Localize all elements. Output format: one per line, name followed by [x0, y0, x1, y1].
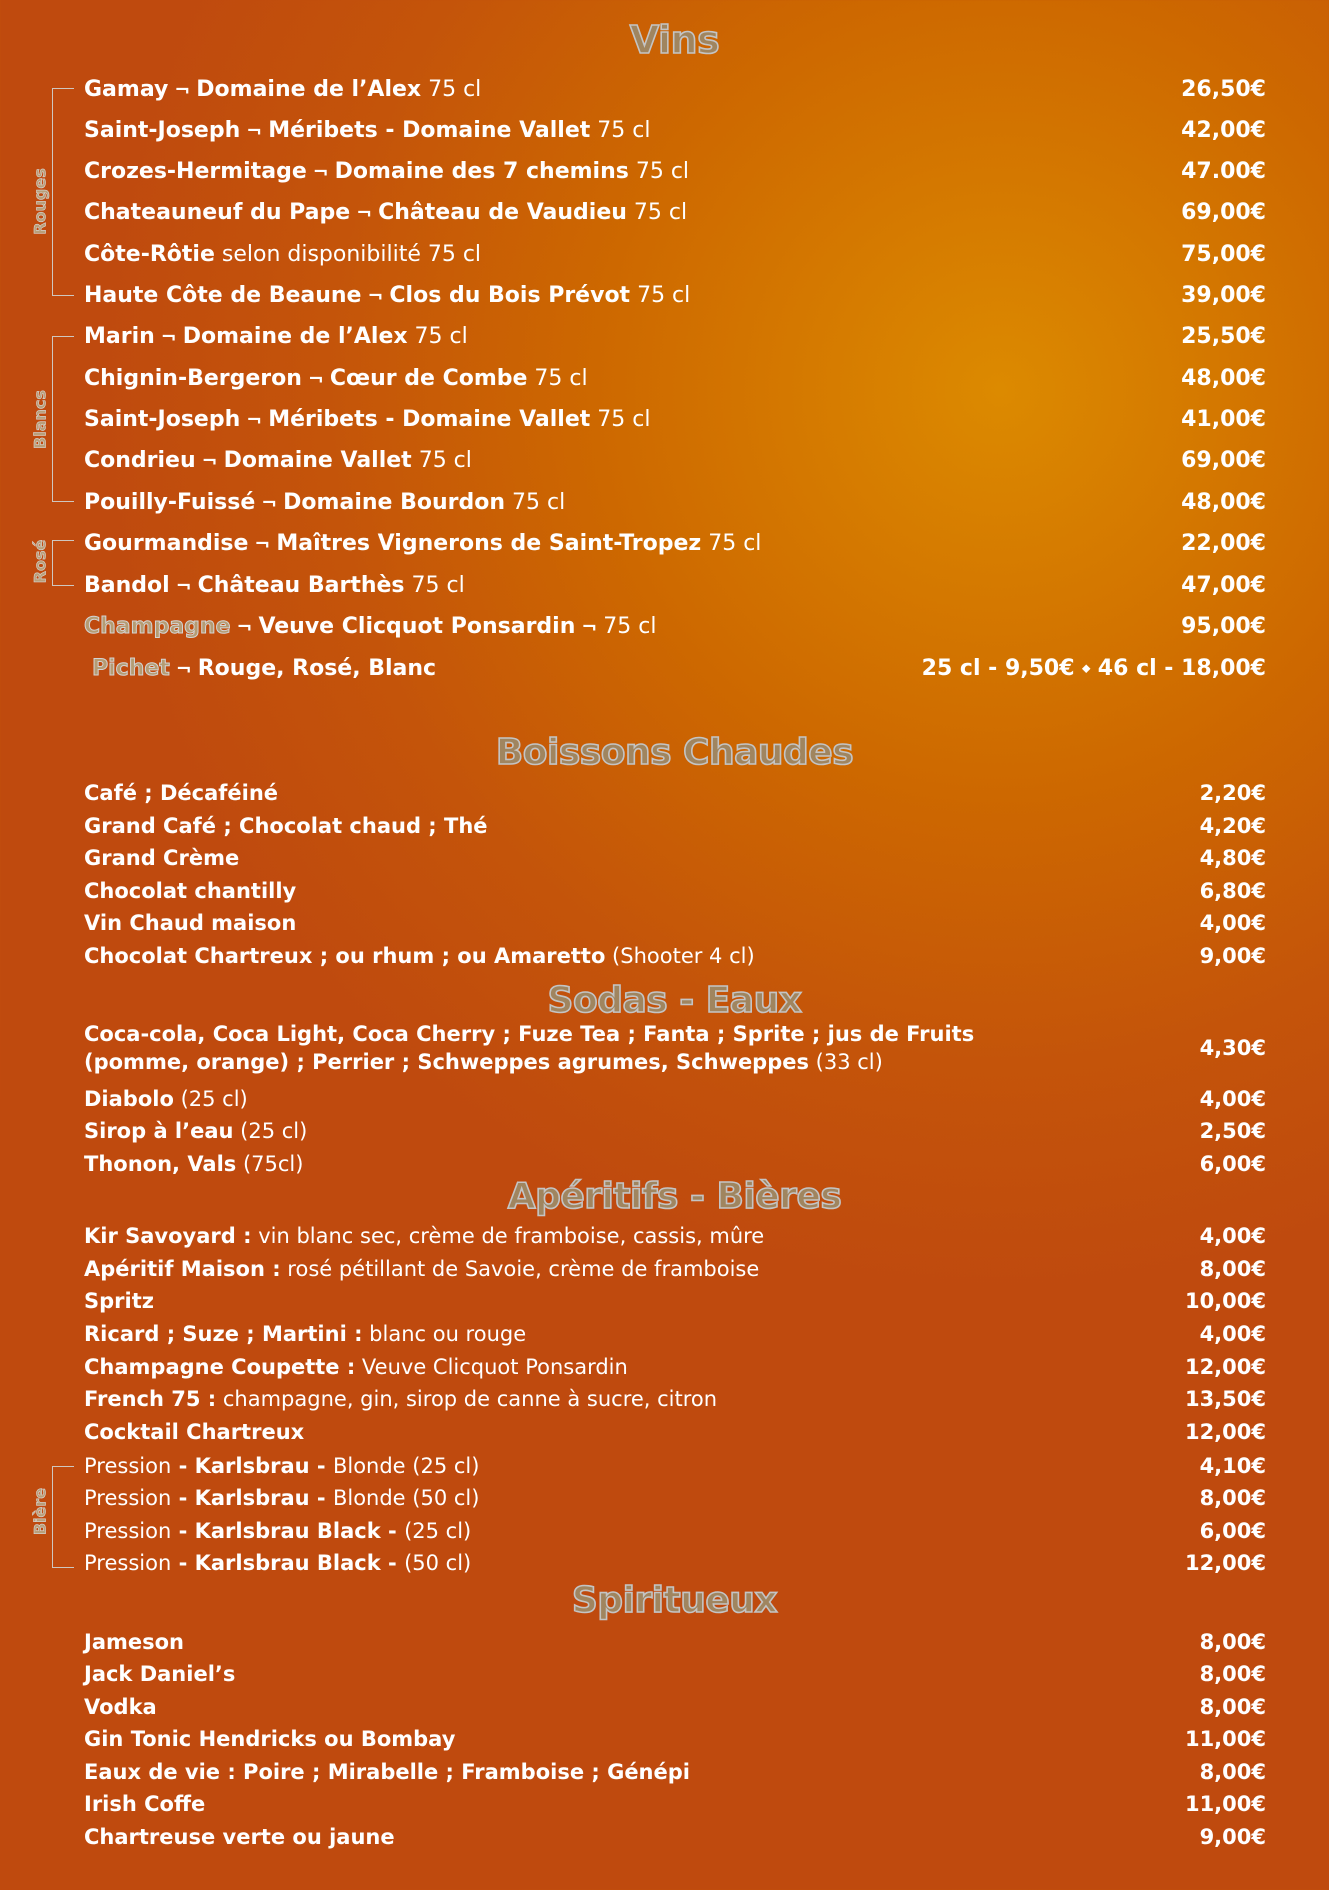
- champagne-row: [84, 608, 1266, 644]
- wine-row: [84, 71, 1266, 107]
- wine-name: Côte-Rôtie: [84, 241, 215, 267]
- wine-row: [84, 360, 1266, 396]
- wine-size: 75 cl: [590, 117, 651, 143]
- item-name: Diabolo: [84, 1087, 174, 1111]
- beer-brand: - Karlsbrau Black -: [171, 1519, 405, 1543]
- item-price: 2,50€: [1199, 1119, 1266, 1143]
- separator: ¬: [174, 78, 191, 101]
- wine-producer: Château de Vaudieu: [378, 199, 627, 225]
- aperitif-row: [84, 1286, 1266, 1316]
- beer-note: Blonde (25 cl): [332, 1454, 480, 1478]
- wine-producer: Maîtres Vignerons de Saint-Tropez: [276, 530, 702, 556]
- wine-size: 75 cl: [630, 282, 691, 308]
- wine-row: [84, 525, 1266, 561]
- wine-row: [84, 153, 1266, 189]
- wine-size: 75 cl: [527, 365, 588, 391]
- aperitif-row: [84, 1417, 1266, 1447]
- wine-price: 47,00€: [1181, 572, 1266, 598]
- wine-price: 48,00€: [1181, 365, 1266, 391]
- separator: ¬: [201, 449, 218, 472]
- wine-price: 42,00€: [1181, 117, 1266, 143]
- beer-row: [84, 1548, 1266, 1578]
- soda-note: (33 cl): [809, 1050, 883, 1074]
- item-name: Eaux de vie : Poire ; Mirabelle ; Framboise ; Génépi: [84, 1760, 690, 1784]
- item-price: 12,00€: [1184, 1355, 1266, 1379]
- item-name: Grand Crème: [84, 846, 240, 870]
- wine-price: 69,00€: [1181, 199, 1266, 225]
- item-note: (25 cl): [233, 1119, 308, 1143]
- wine-name: Bandol: [84, 572, 170, 598]
- wine-producer: Cœur de Combe: [329, 365, 528, 391]
- wine-row: [84, 401, 1266, 437]
- beer-pre: Pression: [84, 1454, 172, 1478]
- section-title-spiritueux: Spiritueux: [571, 1580, 778, 1621]
- item-name: Spritz: [84, 1289, 154, 1313]
- wine-name: Saint-Joseph: [84, 117, 241, 143]
- item-note: champagne, gin, sirop de canne à sucre, citron: [216, 1387, 718, 1411]
- wine-size: 75 cl: [590, 406, 651, 432]
- aperitif-row: [84, 1319, 1266, 1349]
- spirit-row: [84, 1822, 1266, 1852]
- item-name: Vin Chaud maison: [84, 911, 297, 935]
- section-title-aperitifs: Apéritifs - Bières: [507, 1176, 842, 1217]
- section-title-boissons-chaudes: Boissons Chaudes: [495, 732, 854, 773]
- item-note: rosé pétillant de Savoie, crème de framboise: [280, 1257, 760, 1281]
- item-price: 4,00€: [1199, 911, 1266, 935]
- separator: ¬: [175, 574, 192, 597]
- beer-row: [84, 1483, 1266, 1513]
- wine-name: Pouilly-Fuissé: [84, 489, 256, 515]
- spirit-row: [84, 1789, 1266, 1819]
- bracket-biere: [52, 1466, 74, 1568]
- item-price: 6,00€: [1199, 1519, 1266, 1543]
- champagne-producer: Veuve Clicquot Ponsardin: [258, 613, 576, 639]
- wine-price: 47.00€: [1181, 158, 1266, 184]
- wine-producer: Domaine de l’Alex: [182, 323, 408, 349]
- beer-row: [84, 1516, 1266, 1546]
- wine-producer: Méribets - Domaine Vallet: [268, 406, 591, 432]
- champagne-price: 95,00€: [1181, 613, 1266, 639]
- beer-brand: - Karlsbrau Black -: [171, 1551, 405, 1575]
- wine-price: 75,00€: [1181, 241, 1266, 267]
- bracket-blancs: [52, 336, 74, 502]
- champagne-size: 75 cl: [603, 613, 657, 639]
- hot-drink-row: [84, 843, 1266, 873]
- pichet-label: Pichet: [92, 655, 170, 681]
- wine-price: 25,50€: [1181, 323, 1266, 349]
- separator: ¬: [254, 532, 271, 555]
- wine-name: Chignin-Bergeron: [84, 365, 302, 391]
- item-price: 2,20€: [1199, 781, 1266, 805]
- wine-row: [84, 484, 1266, 520]
- item-name: Ricard ; Suze ; Martini :: [84, 1322, 363, 1346]
- wine-name: Gourmandise: [84, 530, 249, 556]
- wine-name: Saint-Joseph: [84, 406, 241, 432]
- item-name: Chartreuse verte ou jaune: [84, 1825, 395, 1849]
- wine-producer: Domaine de l’Alex: [196, 76, 422, 102]
- item-name: Café ; Décaféiné: [84, 781, 279, 805]
- separator: ¬: [160, 325, 177, 348]
- item-price: 13,50€: [1184, 1387, 1266, 1411]
- item-name: Thonon, Vals: [84, 1152, 237, 1176]
- spirit-row: [84, 1724, 1266, 1754]
- wine-size: 75 cl: [407, 323, 468, 349]
- item-name: Cocktail Chartreux: [84, 1420, 305, 1444]
- item-price: 8,00€: [1199, 1630, 1266, 1654]
- section-title-sodas: Sodas - Eaux: [547, 980, 802, 1021]
- beer-pre: Pression: [84, 1486, 172, 1510]
- soda-line-2: (pomme, orange) ; Perrier ; Schweppes agrumes, Schweppes: [84, 1050, 809, 1074]
- item-name: Jack Daniel’s: [84, 1662, 236, 1686]
- separator: ¬: [246, 408, 263, 431]
- item-name: Chocolat chantilly: [84, 879, 297, 903]
- separator: ¬: [261, 491, 278, 514]
- wine-price: 48,00€: [1181, 489, 1266, 515]
- side-label-rose: Rosé: [30, 539, 50, 584]
- soda-row: [84, 1084, 1266, 1114]
- beer-note: (50 cl): [404, 1551, 472, 1575]
- item-price: 9,00€: [1199, 1825, 1266, 1849]
- wine-producer: Méribets - Domaine Vallet: [268, 117, 591, 143]
- separator: ¬: [367, 284, 384, 307]
- item-price: 8,00€: [1199, 1486, 1266, 1510]
- spirit-row: [84, 1659, 1266, 1689]
- item-price: 4,00€: [1199, 1322, 1266, 1346]
- bracket-rose: [52, 540, 74, 586]
- aperitif-row: [84, 1384, 1266, 1414]
- wine-row: [84, 567, 1266, 603]
- wine-row: [84, 442, 1266, 478]
- separator: ¬: [236, 615, 253, 638]
- wine-size: 75 cl: [701, 530, 762, 556]
- wine-row: [84, 112, 1266, 148]
- wine-price: 41,00€: [1181, 406, 1266, 432]
- item-price: 4,30€: [1199, 1036, 1266, 1060]
- item-name: French 75 :: [84, 1387, 217, 1411]
- beer-brand: - Karlsbrau -: [171, 1454, 333, 1478]
- wine-size: 75 cl: [626, 199, 688, 225]
- item-price: 6,00€: [1199, 1152, 1266, 1176]
- item-name: Kir Savoyard :: [84, 1224, 252, 1248]
- wine-name: Crozes-Hermitage: [84, 158, 307, 184]
- hot-drink-row: [84, 876, 1266, 906]
- item-price: 4,00€: [1199, 1224, 1266, 1248]
- item-price: 11,00€: [1184, 1727, 1266, 1751]
- champagne-label: Champagne: [84, 613, 231, 639]
- wine-note: selon disponibilité 75 cl: [214, 241, 482, 267]
- item-price: 10,00€: [1184, 1289, 1266, 1313]
- item-price: 12,00€: [1184, 1420, 1266, 1444]
- item-note: (Shooter 4 cl): [605, 944, 755, 968]
- wine-row: [84, 194, 1266, 230]
- spirit-row: [84, 1757, 1266, 1787]
- wine-size: 75 cl: [505, 489, 566, 515]
- hot-drink-row: [84, 908, 1266, 938]
- item-price: 4,00€: [1199, 1087, 1266, 1111]
- item-name: Chocolat Chartreux ; ou rhum ; ou Amaretto: [84, 944, 606, 968]
- wine-row: [84, 277, 1266, 313]
- wine-size: 75 cl: [628, 158, 690, 184]
- wine-name: Chateauneuf du Pape: [84, 199, 351, 225]
- wine-price: 69,00€: [1181, 447, 1266, 473]
- side-label-biere: Bière: [30, 1487, 50, 1536]
- wine-producer: Château Barthès: [197, 572, 405, 598]
- item-price: 8,00€: [1199, 1662, 1266, 1686]
- wine-name: Marin: [84, 323, 155, 349]
- item-price: 8,00€: [1199, 1695, 1266, 1719]
- bracket-rouges: [52, 88, 74, 296]
- wine-price: 26,50€: [1181, 76, 1266, 102]
- item-price: 9,00€: [1199, 944, 1266, 968]
- item-name: Irish Coffe: [84, 1792, 206, 1816]
- wine-producer: Domaine Vallet: [223, 447, 412, 473]
- wine-row: [84, 236, 1266, 272]
- wine-name: Condrieu: [84, 447, 196, 473]
- separator: ¬: [175, 657, 192, 680]
- item-note: blanc ou rouge: [362, 1322, 527, 1346]
- item-price: 8,00€: [1199, 1760, 1266, 1784]
- item-price: 4,20€: [1199, 814, 1266, 838]
- item-price: 4,80€: [1199, 846, 1266, 870]
- wine-price: 39,00€: [1181, 282, 1266, 308]
- item-price: 6,80€: [1199, 879, 1266, 903]
- wine-producer: Domaine Bourdon: [283, 489, 506, 515]
- hot-drink-row: [84, 811, 1266, 841]
- soda-row: [84, 1149, 1266, 1179]
- pichet-desc: Rouge, Rosé, Blanc: [197, 655, 437, 681]
- item-price: 11,00€: [1184, 1792, 1266, 1816]
- item-note: Veuve Clicquot Ponsardin: [355, 1355, 628, 1379]
- wine-name: Gamay: [84, 76, 169, 102]
- soda-row: [84, 1020, 1266, 1076]
- soda-line-1: Coca-cola, Coca Light, Coca Cherry ; Fuze Tea ; Fanta ; Sprite ; jus de Fruits: [84, 1022, 975, 1046]
- item-price: 12,00€: [1184, 1551, 1266, 1575]
- item-name: Champagne Coupette :: [84, 1355, 356, 1379]
- aperitif-row: [84, 1221, 1266, 1251]
- pichet-price: 25 cl - 9,50€ ⬩ 46 cl - 18,00€: [921, 655, 1266, 681]
- beer-note: (25 cl): [404, 1519, 472, 1543]
- wine-row: [84, 318, 1266, 354]
- hot-drink-row: [84, 941, 1266, 971]
- separator: ¬: [581, 615, 598, 638]
- beer-note: Blonde (50 cl): [332, 1486, 480, 1510]
- item-note: vin blanc sec, crème de framboise, cassis, mûre: [251, 1224, 765, 1248]
- item-price: 4,10€: [1199, 1454, 1266, 1478]
- soda-row: [84, 1116, 1266, 1146]
- beer-pre: Pression: [84, 1519, 172, 1543]
- beer-pre: Pression: [84, 1551, 172, 1575]
- separator: ¬: [307, 367, 324, 390]
- hot-drink-row: [84, 778, 1266, 808]
- side-label-blancs: Blancs: [30, 390, 50, 449]
- separator: ¬: [312, 160, 329, 183]
- wine-size: 75 cl: [411, 447, 472, 473]
- item-name: Grand Café ; Chocolat chaud ; Thé: [84, 814, 488, 838]
- item-note: (25 cl): [173, 1087, 248, 1111]
- item-note: (75cl): [236, 1152, 304, 1176]
- item-name: Jameson: [84, 1630, 184, 1654]
- item-name: Apéritif Maison :: [84, 1257, 281, 1281]
- beer-brand: - Karlsbrau -: [171, 1486, 333, 1510]
- wine-price: 22,00€: [1181, 530, 1266, 556]
- aperitif-row: [84, 1254, 1266, 1284]
- wine-producer: Clos du Bois Prévot: [389, 282, 631, 308]
- wine-size: 75 cl: [404, 572, 465, 598]
- wine-size: 75 cl: [421, 76, 482, 102]
- item-name: Vodka: [84, 1695, 157, 1719]
- wine-producer: Domaine des 7 chemins: [334, 158, 629, 184]
- beer-row: [84, 1451, 1266, 1481]
- separator: ¬: [356, 201, 373, 224]
- wine-name: Haute Côte de Beaune: [84, 282, 362, 308]
- spirit-row: [84, 1627, 1266, 1657]
- section-title-vins: Vins: [629, 18, 720, 62]
- spirit-row: [84, 1692, 1266, 1722]
- item-price: 8,00€: [1199, 1257, 1266, 1281]
- item-name: Sirop à l’eau: [84, 1119, 234, 1143]
- separator: ¬: [246, 119, 263, 142]
- item-name: Gin Tonic Hendricks ou Bombay: [84, 1727, 456, 1751]
- side-label-rouges: Rouges: [30, 168, 50, 235]
- aperitif-row: [84, 1352, 1266, 1382]
- pichet-row: [84, 650, 1266, 686]
